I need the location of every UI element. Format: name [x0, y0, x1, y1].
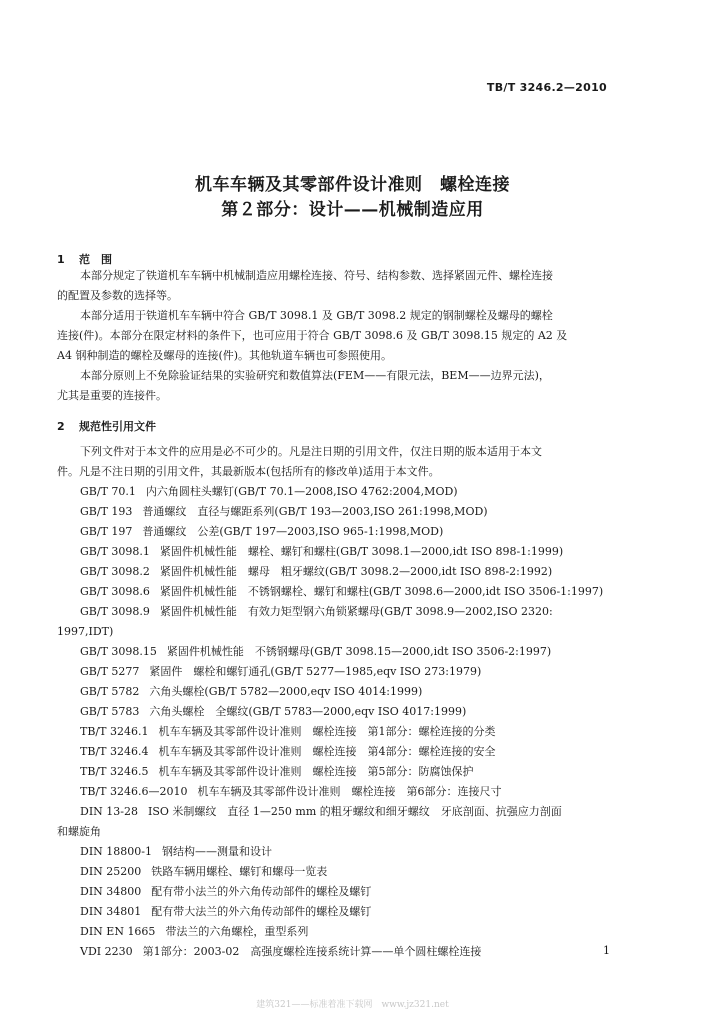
paragraph-line: 本部分适用于铁道机车车辆中符合 GB/T 3098.1 及 GB/T 3098.2 规定的钢制螺栓及螺母的螺栓 [80, 309, 553, 322]
standard-code: TB/T 3246.2—2010 [486, 81, 607, 94]
reference-text: 六角头螺栓 全螺纹(GB/T 5783—2000,eqv ISO 4017:1999) [149, 705, 467, 718]
reference-code: TB/T 3246.5 [80, 765, 149, 778]
reference-item [80, 805, 562, 819]
reference-item [80, 885, 371, 899]
paragraph-line: 尤其是重要的连接件。 [57, 389, 167, 402]
reference-code: DIN 34800 [80, 885, 142, 898]
reference-code: GB/T 193 [80, 505, 133, 518]
reference-text: 1997,IDT) [57, 625, 114, 638]
section-number: 2 [57, 420, 65, 433]
reference-code: TB/T 3246.1 [80, 725, 149, 738]
document-title-line1: 机车车辆及其零部件设计准则 螺栓连接 [195, 175, 510, 195]
reference-code: GB/T 3098.15 [80, 645, 157, 658]
reference-code: GB/T 3098.9 [80, 605, 150, 618]
reference-item [80, 925, 308, 939]
reference-item [80, 665, 481, 679]
reference-code: DIN 18800-1 [80, 845, 152, 858]
paragraph-line: 的配置及参数的选择等。 [57, 289, 178, 302]
reference-item [80, 545, 563, 559]
reference-text: 机车车辆及其零部件设计准则 螺栓连接 第4部分：螺栓连接的安全 [158, 745, 496, 758]
reference-code: TB/T 3246.4 [80, 745, 149, 758]
reference-text: 机车车辆及其零部件设计准则 螺栓连接 第5部分：防腐蚀保护 [158, 765, 474, 778]
reference-text: 配有带大法兰的外六角传动部件的螺栓及螺钉 [151, 905, 372, 918]
paragraph-line: 本部分规定了铁道机车车辆中机械制造应用螺栓连接、符号、结构参数、选择紧固元件、螺栓连接 [80, 269, 553, 282]
paragraph-line: 下列文件对于本文件的应用是必不可少的。凡是注日期的引用文件，仅注日期的版本适用于本文 [80, 445, 542, 458]
reference-code: GB/T 3098.2 [80, 565, 150, 578]
reference-item [80, 585, 603, 599]
reference-item [80, 905, 371, 919]
section-number: 1 [57, 253, 65, 266]
reference-text: 钢结构——测量和设计 [162, 845, 272, 858]
reference-code: GB/T 70.1 [80, 485, 136, 498]
reference-item [80, 645, 551, 659]
reference-code: GB/T 3098.6 [80, 585, 150, 598]
paragraph-line: A4 钢种制造的螺栓及螺母的连接(件)。其他轨道车辆也可参照使用。 [57, 349, 393, 362]
footer-watermark: 建筑321——标准着准下载网 www.jz321.net [256, 1000, 449, 1010]
reference-item [80, 745, 495, 759]
reference-item [80, 865, 327, 879]
reference-item [80, 945, 481, 959]
reference-text: 六角头螺栓(GB/T 5782—2000,eqv ISO 4014:1999) [149, 685, 423, 698]
reference-text: 第1部分：2003-02 高强度螺栓连接系统计算——单个圆柱螺栓连接 [142, 945, 482, 958]
reference-text: 紧固件机械性能 不锈钢螺母(GB/T 3098.15—2000,idt ISO 3506-2:1997) [166, 645, 552, 658]
reference-item [80, 765, 473, 779]
reference-code: VDI 2230 [80, 945, 133, 958]
reference-text: 带法兰的六角螺栓，重型系列 [165, 925, 309, 938]
reference-text: 普通螺纹 公差(GB/T 197—2003,ISO 965-1:1998,MOD) [142, 525, 444, 538]
reference-text: 紧固件机械性能 有效力矩型钢六角锁紧螺母(GB/T 3098.9—2002,ISO 2320: [159, 605, 553, 618]
reference-item [80, 845, 272, 859]
reference-item [80, 605, 553, 619]
reference-text: 铁路车辆用螺栓、螺钉和螺母一览表 [151, 865, 328, 878]
reference-text: 紧固件机械性能 螺母 粗牙螺纹(GB/T 3098.2—2000,idt ISO 898-2:1992) [159, 565, 553, 578]
reference-text: 紧固件机械性能 螺栓、螺钉和螺柱(GB/T 3098.1—2000,idt ISO 898-1:1999) [159, 545, 564, 558]
paragraph-line: 连接(件)。本部分在限定材料的条件下，也可应用于符合 GB/T 3098.6 及 GB/T 3098.15 规定的 A2 及 [57, 329, 568, 342]
reference-item [80, 565, 552, 579]
section-2-heading [57, 418, 156, 434]
reference-item [80, 525, 443, 539]
reference-code: TB/T 3246.6—2010 [80, 785, 188, 798]
page-number: 1 [603, 944, 610, 957]
reference-item [80, 505, 488, 519]
reference-text: ISO 米制螺纹 直径 1—250 mm 的粗牙螺纹和细牙螺纹 牙底剖面、抗强应力剖面 [148, 805, 562, 818]
reference-item [80, 685, 422, 699]
section-title: 规范性引用文件 [79, 420, 156, 433]
reference-continuation [57, 825, 101, 839]
reference-continuation [57, 625, 113, 639]
reference-item [80, 485, 458, 499]
reference-item [80, 705, 466, 719]
reference-text: 配有带小法兰的外六角传动部件的螺栓及螺钉 [151, 885, 372, 898]
reference-code: DIN 34801 [80, 905, 142, 918]
section-1-heading [57, 251, 112, 267]
reference-code: DIN 25200 [80, 865, 142, 878]
reference-code: GB/T 197 [80, 525, 133, 538]
reference-text: 机车车辆及其零部件设计准则 螺栓连接 第1部分：螺栓连接的分类 [158, 725, 496, 738]
document-title-line2: 第２部分：设计——机械制造应用 [221, 200, 484, 220]
reference-code: DIN EN 1665 [80, 925, 156, 938]
reference-text: 内六角圆柱头螺钉(GB/T 70.1—2008,ISO 4762:2004,MOD) [145, 485, 458, 498]
reference-text: 普通螺纹 直径与螺距系列(GB/T 193—2003,ISO 261:1998,MOD) [142, 505, 488, 518]
reference-code: GB/T 5277 [80, 665, 140, 678]
paragraph-line: 件。凡是不注日期的引用文件，其最新版本(包括所有的修改单)适用于本文件。 [57, 465, 440, 478]
reference-text: 机车车辆及其零部件设计准则 螺栓连接 第6部分：连接尺寸 [197, 785, 502, 798]
reference-code: GB/T 3098.1 [80, 545, 150, 558]
reference-code: DIN 13-28 [80, 805, 138, 818]
paragraph-line: 本部分原则上不免除验证结果的实验研究和数值算法(FEM——有限元法，BEM——边界元法)， [80, 369, 550, 382]
reference-text: 紧固件 螺栓和螺钉通孔(GB/T 5277—1985,eqv ISO 273:1979) [149, 665, 482, 678]
reference-item [80, 785, 501, 799]
reference-code: GB/T 5782 [80, 685, 140, 698]
reference-text: 紧固件机械性能 不锈钢螺栓、螺钉和螺柱(GB/T 3098.6—2000,idt ISO 3506-1:1997) [159, 585, 604, 598]
reference-code: GB/T 5783 [80, 705, 140, 718]
reference-text: 和螺旋角 [57, 825, 101, 838]
section-title: 范 围 [79, 253, 112, 266]
reference-item [80, 725, 495, 739]
